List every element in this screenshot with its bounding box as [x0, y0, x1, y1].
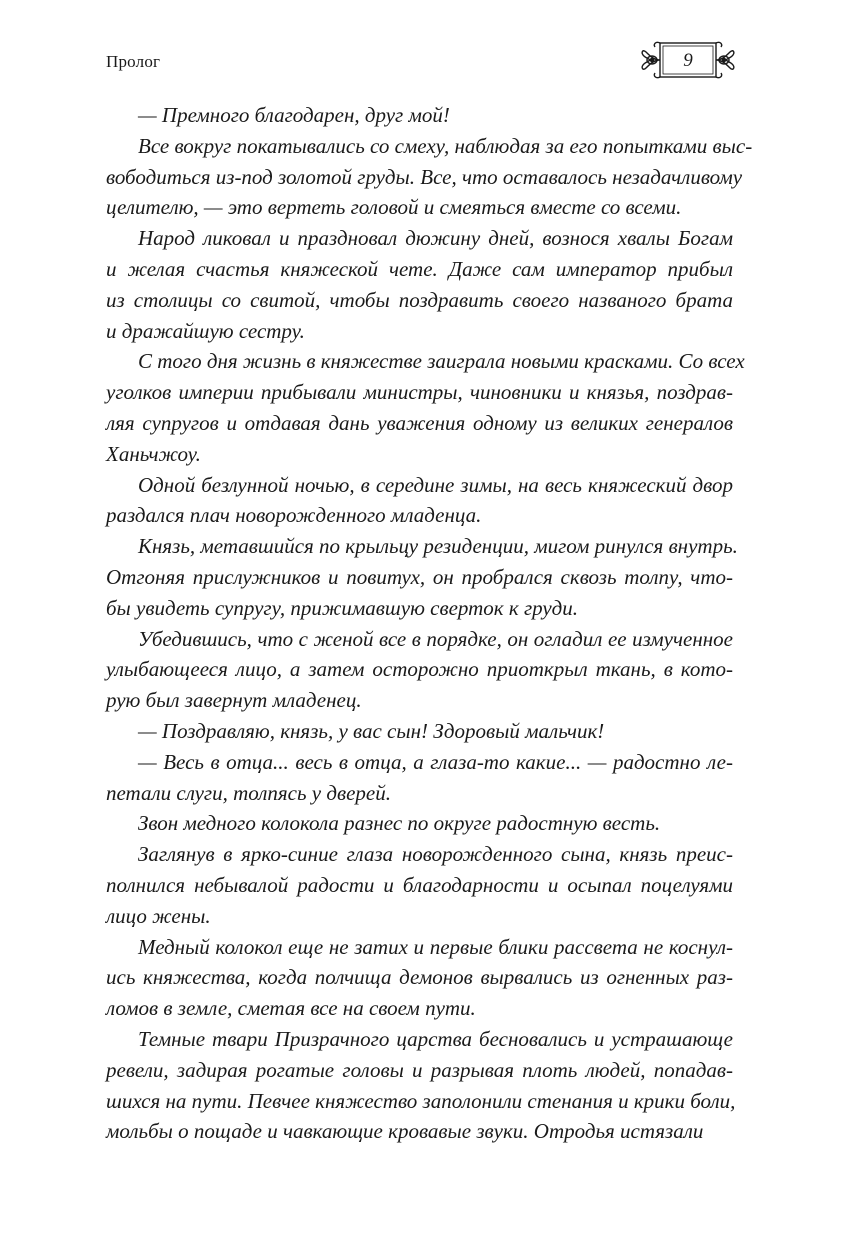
page-number: 9 — [683, 50, 693, 71]
text-line: ломов в земле, сметая все на своем пути. — [106, 996, 476, 1021]
text-line: — Поздравляю, князь, у вас сын! Здоровый мальчик! — [138, 718, 605, 743]
text-line: уголков империи прибывали министры, чиновники и князья, поздрав- — [106, 380, 733, 405]
paragraph — [106, 223, 733, 346]
text-line: Заглянув в ярко-синие глаза новорожденного сына, князь преис- — [138, 842, 733, 867]
paragraph — [106, 808, 733, 839]
text-line: ись княжества, когда полчища демонов вырвались из огненных раз- — [106, 965, 733, 990]
text-line: шихся на пути. Певчее княжество заполонили стенания и крики боли, — [106, 1088, 736, 1113]
text-line: Народ ликовал и праздновал дюжину дней, вознося хвалы Богам — [138, 226, 733, 251]
paragraph — [106, 100, 733, 131]
text-line: С того дня жизнь в княжестве заиграла новыми красками. Со всех — [138, 349, 745, 374]
text-line: вободиться из-под золотой груды. Все, что оставалось незадачливому — [106, 164, 743, 189]
paragraph — [106, 531, 738, 623]
text-line: Убедившись, что с женой все в порядке, он огладил ее измученное — [138, 626, 733, 651]
body-text — [106, 100, 753, 1147]
paragraph — [106, 346, 745, 469]
paragraph — [106, 747, 733, 809]
text-line: петали слуги, толпясь у дверей. — [106, 780, 391, 805]
paragraph — [106, 131, 753, 223]
text-line: бы увидеть супругу, прижимавшую сверток к груди. — [106, 595, 578, 620]
text-line: лицо жены. — [106, 903, 211, 928]
text-line: — Весь в отца... весь в отца, а глаза-то какие... — радостно ле- — [138, 749, 733, 774]
text-line: рую был завернут младенец. — [106, 688, 362, 713]
paragraph — [106, 624, 733, 716]
text-line: улыбающееся лицо, а затем осторожно приоткрыл ткань, в кото- — [106, 657, 733, 682]
text-line: ревели, задирая рогатые головы и разрывая плоть людей, попадав- — [106, 1057, 733, 1082]
text-line: и желая счастья княжеской чете. Даже сам император прибыл — [106, 256, 733, 281]
paragraph — [106, 716, 733, 747]
running-head: Пролог — [106, 52, 161, 71]
text-line: Медный колокол еще не затих и первые блики рассвета не коснул- — [138, 934, 733, 959]
text-line: Все вокруг покатывались со смеху, наблюдая за его попытками выс- — [138, 133, 753, 158]
text-line: и дражайшую сестру. — [106, 318, 305, 343]
paragraph — [106, 470, 733, 532]
text-line: из столицы со свитой, чтобы поздравить своего названого брата — [106, 287, 733, 312]
paragraph — [106, 839, 733, 931]
text-line: Одной безлунной ночью, в середине зимы, на весь княжеский двор — [138, 472, 733, 497]
paragraph — [106, 932, 733, 1024]
text-line: Князь, метавшийся по крыльцу резиденции, мигом ринулся внутрь. — [138, 534, 738, 559]
paragraph — [106, 1024, 736, 1147]
text-line: — Премного благодарен, друг мой! — [138, 103, 450, 127]
text-line: Ханьчжоу. — [106, 441, 201, 466]
text-line: полнился небывалой радости и благодарности и осыпал поцелуями — [106, 872, 733, 897]
text-line: Темные твари Призрачного царства бесновались и устрашающе — [138, 1026, 733, 1051]
text-line: раздался плач новорожденного младенца. — [106, 503, 482, 528]
text-line: ляя супругов и отдавая дань уважения одному из великих генералов — [106, 410, 733, 435]
text-line: Отгоняя прислужников и повитух, он пробрался сквозь толпу, что- — [106, 564, 733, 589]
text-line: мольбы о пощаде и чавкающие кровавые звуки. Отродья истязали — [106, 1119, 704, 1144]
text-line: Звон медного колокола разнес по округе радостную весть. — [138, 811, 661, 836]
text-line: целителю, — это вертеть головой и смеяться вместе со всеми. — [106, 195, 682, 220]
